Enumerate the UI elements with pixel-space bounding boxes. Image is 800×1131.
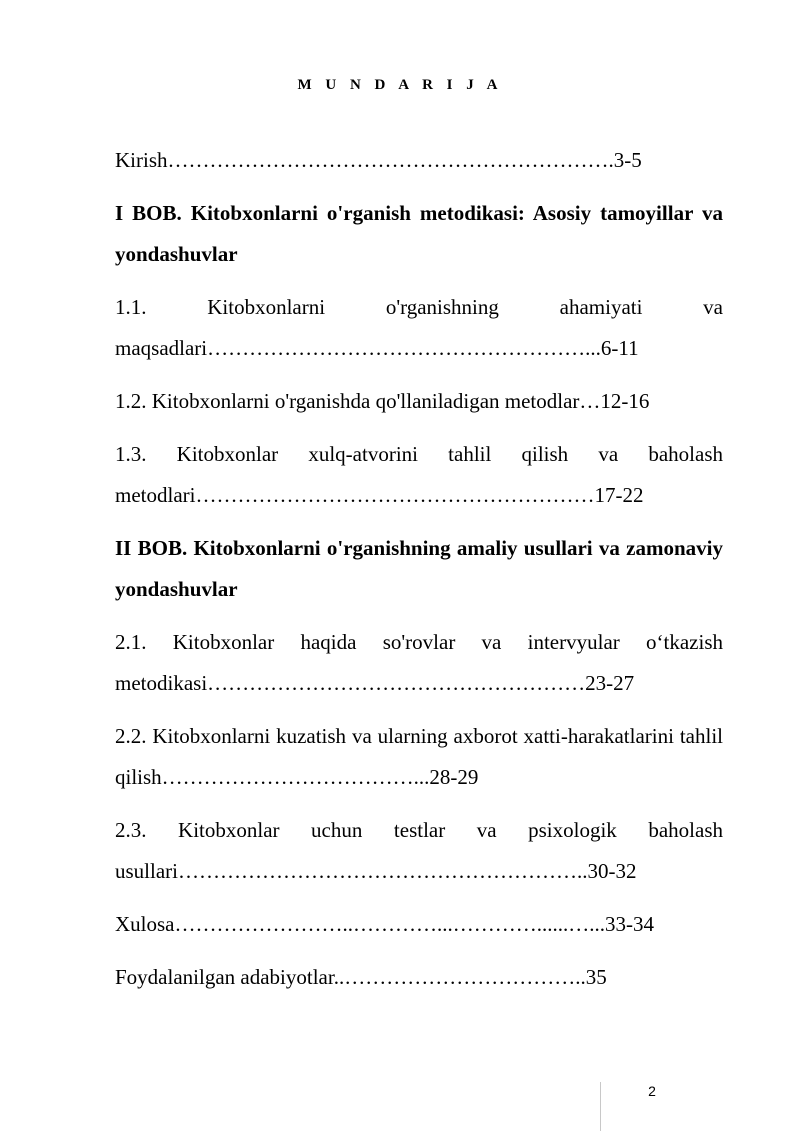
toc-section-2-2: 2.2. Kitobxonlarni kuzatish va ularning axborot xatti-harakatlarini tahlil qilish………………………………...28-29 xyxy=(115,724,723,789)
toc-entry-adabiyotlar: Foydalanilgan adabiyotlar..……………………………..35 xyxy=(115,965,607,989)
toc-section-2-3: 2.3. Kitobxonlar uchun testlar va psixologik baholash usullari…………………………………………………..30-32 xyxy=(115,818,723,883)
toc-section-1-1: 1.1. Kitobxonlarni o'rganishning ahamiyati va maqsadlari………………………………………………...6-11 xyxy=(115,295,723,360)
toc-chapter-2-title: II BOB. Kitobxonlarni o'rganishning amaliy usullari va zamonaviy yondashuvlar xyxy=(115,536,723,601)
toc-entry-kirish: Kirish……………………………………………………….3-5 xyxy=(115,148,642,172)
toc-section-1-2: 1.2. Kitobxonlarni o'rganishda qo'llaniladigan metodlar…12-16 xyxy=(115,389,650,413)
toc-section-1-3: 1.3. Kitobxonlar xulq-atvorini tahlil qilish va baholash metodlari…………………………………………………17-22 xyxy=(115,442,723,507)
page-number: 2 xyxy=(648,1083,656,1099)
footer-divider xyxy=(600,1082,601,1131)
page-title: M U N D A R I J A xyxy=(297,77,503,93)
toc-entry-xulosa: Xulosa……………………..…………...…………......…...33-34 xyxy=(115,912,654,936)
toc-section-2-1: 2.1. Kitobxonlar haqida so'rovlar va intervyular o‘tkazish metodikasi………………………………………………23-27 xyxy=(115,630,723,695)
toc-chapter-1-title: I BOB. Kitobxonlarni o'rganish metodikasi: Asosiy tamoyillar va yondashuvlar xyxy=(115,201,723,266)
table-of-contents xyxy=(115,140,723,1010)
